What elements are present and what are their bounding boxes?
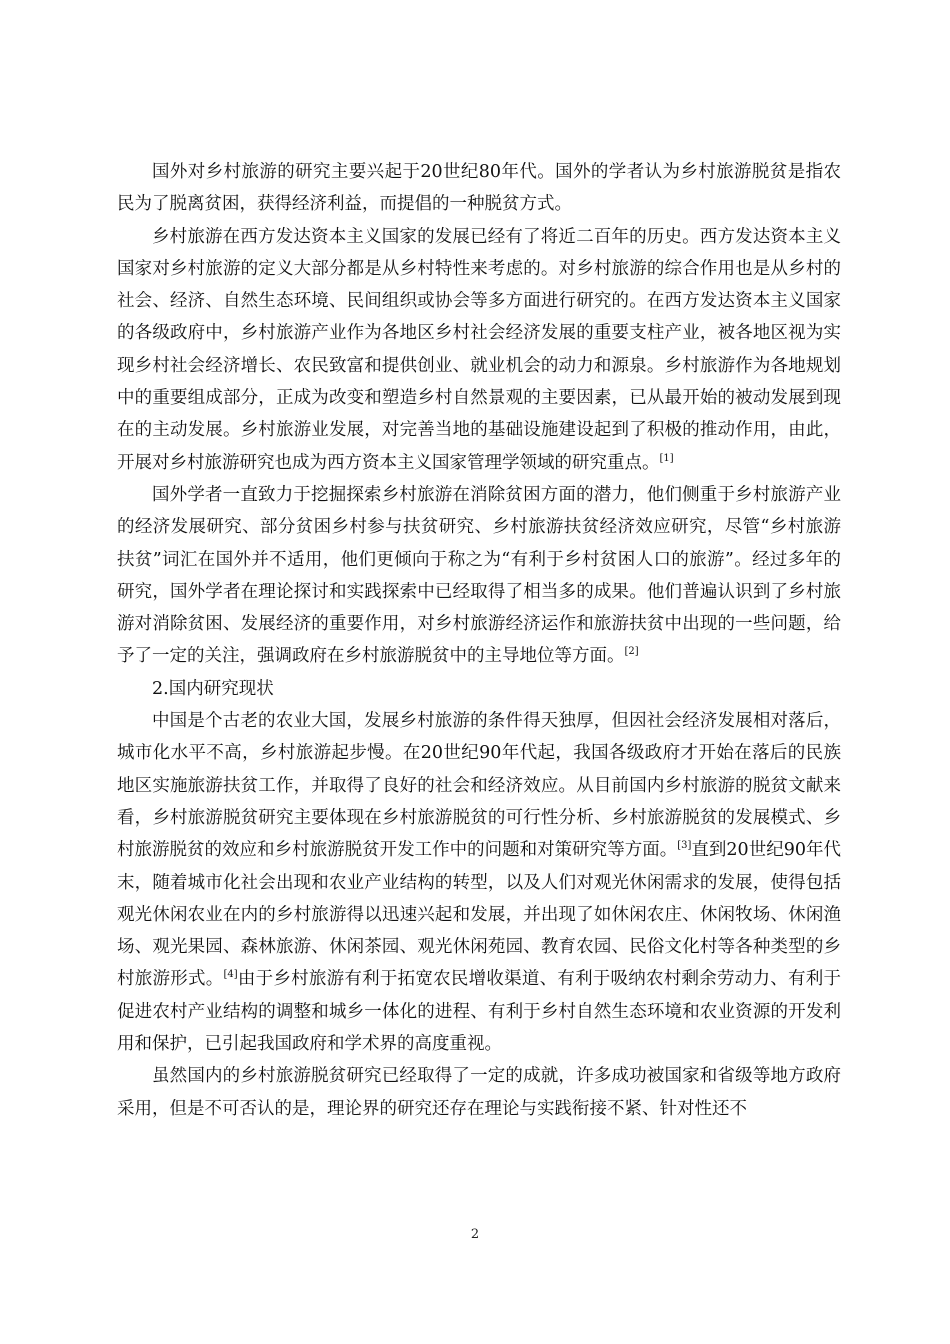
paragraph-domestic-shortcomings <box>117 1060 841 1125</box>
section-heading: 2.国内研究现状 <box>152 678 274 699</box>
paragraph-foreign-scholars <box>117 479 841 673</box>
paragraph-text: 直到20世纪90年代末，随着城市化社会出现和农业产业结构的转型，以及人们对观光休闲需求的发展，使得包括观光休闲农业在内的乡村旅游得以迅速兴起和发展，并出现了如休闲农庄、休闲牧场、休闲渔场、观光果园、森林旅游、休闲茶园、观光休闲苑园、教育农园、民俗文化村等各种类型的乡村旅游形式。 <box>117 840 841 990</box>
citation-ref: [4] <box>223 969 238 981</box>
paragraph-domestic-status <box>117 705 841 1060</box>
citation-ref: [2] <box>624 646 639 658</box>
body-text <box>117 156 841 1125</box>
citation-ref: [1] <box>659 452 674 464</box>
page-number: 2 <box>470 1227 480 1242</box>
paragraph-western-development <box>117 221 841 479</box>
paragraph-text: 国外学者一直致力于挖掘探索乡村旅游在消除贫困方面的潜力，他们侧重于乡村旅游产业的经济发展研究、部分贫困乡村参与扶贫研究、乡村旅游扶贫经济效应研究，尽管“乡村旅游扶贫”词汇在国外并不适用，他们更倾向于称之为“有利于乡村贫困人口的旅游”。经过多年的研究，国外学者在理论探讨和实践探索中已经取得了相当多的成果。他们普遍认识到了乡村旅游对消除贫困、发展经济的重要作用，对乡村旅游经济运作和旅游扶贫中出现的一些问题，给予了一定的关注，强调政府在乡村旅游脱贫中的主导地位等方面。 <box>117 484 841 667</box>
paragraph-foreign-intro <box>117 156 841 221</box>
paragraph-text: 由于乡村旅游有利于拓宽农民增收渠道、有利于吸纳农村剩余劳动力、有利于促进农村产业结构的调整和城乡一体化的进程、有利于乡村自然生态环境和农业资源的开发利用和保护，已引起我国政府和学术界的高度重视。 <box>117 969 842 1055</box>
citation-ref: [3] <box>677 840 692 852</box>
paragraph-text: 虽然国内的乡村旅游脱贫研究已经取得了一定的成就，许多成功被国家和省级等地方政府采用，但是不可否认的是，理论界的研究还存在理论与实践衔接不紧、针对性还不 <box>117 1066 841 1119</box>
paragraph-text: 中国是个古老的农业大国，发展乡村旅游的条件得天独厚，但因社会经济发展相对落后，城市化水平不高，乡村旅游起步慢。在20世纪90年代起，我国各级政府才开始在落后的民族地区实施旅游扶贫工作，并取得了良好的社会和经济效应。从目前国内乡村旅游的脱贫文献来看，乡村旅游脱贫研究主要体现在乡村旅游脱贫的可行性分析、乡村旅游脱贫的发展模式、乡村旅游脱贫的效应和乡村旅游脱贫开发工作中的问题和对策研究等方面。 <box>117 711 841 861</box>
paragraph-text: 乡村旅游在西方发达资本主义国家的发展已经有了将近二百年的历史。西方发达资本主义国家对乡村旅游的定义大部分都是从乡村特性来考虑的。对乡村旅游的综合作用也是从乡村的社会、经济、自然生态环境、民间组织或协会等多方面进行研究的。在西方发达资本主义国家的各级政府中，乡村旅游产业作为各地区乡村社会经济发展的重要支柱产业，被各地区视为实现乡村社会经济增长、农民致富和提供创业、就业机会的动力和源泉。乡村旅游作为各地规划中的重要组成部分，正成为改变和塑造乡村自然景观的主要因素，已从最开始的被动发展到现在的主动发展。乡村旅游业发展，对完善当地的基础设施建设起到了积极的推动作用，由此，开展对乡村旅游研究也成为西方资本主义国家管理学领域的研究重点。 <box>117 226 841 473</box>
paragraph-text: 国外对乡村旅游的研究主要兴起于20世纪80年代。国外的学者认为乡村旅游脱贫是指农民为了脱离贫困，获得经济利益，而提倡的一种脱贫方式。 <box>117 162 841 215</box>
